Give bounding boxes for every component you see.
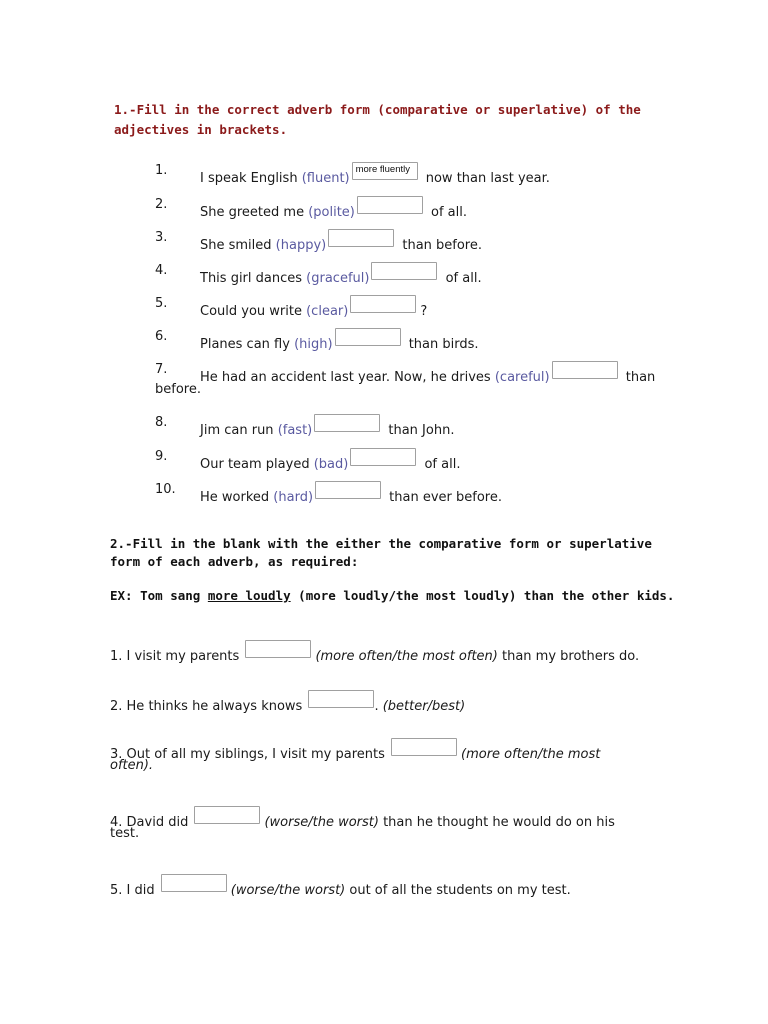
answer-field[interactable] <box>552 361 618 379</box>
item-adjective: (hard) <box>273 490 314 505</box>
item-adjective: (careful) <box>494 370 550 385</box>
item-options: (worse/the worst) <box>264 815 379 830</box>
item-number: 6. <box>155 329 168 344</box>
item-text: I speak English <box>200 171 302 186</box>
list-item <box>110 738 600 764</box>
answer-field[interactable] <box>308 690 374 708</box>
item-sentence <box>200 361 655 387</box>
answer-field[interactable]: more fluently <box>352 162 418 180</box>
item-text-post: than birds. <box>404 337 479 352</box>
item-text-post: now than last year. <box>421 171 550 186</box>
item-number: 2. <box>155 197 168 212</box>
answer-field[interactable] <box>245 640 311 658</box>
item-text-post: than my brothers do. <box>497 649 640 664</box>
answer-field[interactable] <box>314 414 380 432</box>
item-text-post: than <box>621 370 656 385</box>
item-number: 4. <box>155 263 168 278</box>
item-sentence <box>200 162 550 188</box>
item-text: Could you write <box>200 304 307 319</box>
item-options: (more often/the most often) <box>315 649 498 664</box>
item-text: He worked <box>200 490 274 505</box>
item-text: 3. Out of all my siblings, I visit my parents <box>110 747 389 762</box>
answer-field[interactable] <box>371 262 437 280</box>
section2-heading-line2: form of each adverb, as required: <box>110 554 359 569</box>
item-number: 1. <box>155 163 168 178</box>
item-sentence <box>200 328 479 354</box>
item-text: She smiled <box>200 238 276 253</box>
example-line <box>110 587 674 605</box>
item-text: This girl dances <box>200 271 307 286</box>
list-item <box>110 806 615 832</box>
section2-heading <box>110 535 652 571</box>
item-text: 1. I visit my parents <box>110 649 244 664</box>
item-text: Planes can fly <box>200 337 295 352</box>
item-continuation: before. <box>155 382 201 397</box>
list-item <box>110 874 571 900</box>
item-text-post: than John. <box>384 423 455 438</box>
list-item <box>110 640 639 666</box>
section1-heading-line2: adjectives in brackets. <box>114 122 288 137</box>
item-number: 5. <box>155 296 168 311</box>
item-options: (worse/the worst) <box>230 883 346 898</box>
item-number: 10. <box>155 482 176 497</box>
item-adjective: (polite) <box>308 205 355 220</box>
item-sentence <box>200 481 502 507</box>
answer-field[interactable] <box>161 874 227 892</box>
item-text: She greeted me <box>200 205 309 220</box>
example-text: EX: Tom sang <box>110 588 208 603</box>
item-text: 4. David did <box>110 815 193 830</box>
section1-heading <box>114 100 641 140</box>
example-answer: more loudly <box>207 588 291 603</box>
item-continuation: often). <box>110 758 154 773</box>
item-text: 2. He thinks he always knows <box>110 699 307 714</box>
item-text: Jim can run <box>200 423 278 438</box>
section1-heading-line1: 1.-Fill in the correct adverb form (comparative or superlative) of the <box>114 102 641 117</box>
item-adjective: (bad) <box>313 457 349 472</box>
answer-field[interactable] <box>315 481 381 499</box>
item-text-post: out of all the students on my test. <box>345 883 571 898</box>
item-text-post: than before. <box>398 238 482 253</box>
item-sentence <box>200 448 460 474</box>
answer-field[interactable] <box>335 328 401 346</box>
item-text: 5. I did <box>110 883 159 898</box>
item-text-post: than he thought he would do on his <box>378 815 615 830</box>
answer-field[interactable] <box>391 738 457 756</box>
item-options: (better/best) <box>382 699 466 714</box>
item-number: 9. <box>155 449 168 464</box>
item-text: Our team played <box>200 457 314 472</box>
section2-heading-line1: 2.-Fill in the blank with the either the comparative form or superlative <box>110 536 652 551</box>
item-number: 7. <box>155 362 168 377</box>
item-number: 8. <box>155 415 168 430</box>
item-text-post: than ever before. <box>385 490 502 505</box>
answer-field[interactable] <box>357 196 423 214</box>
item-options: (more often/the most <box>461 747 601 762</box>
answer-field[interactable] <box>328 229 394 247</box>
example-text-post: (more loudly/the most loudly) than the other kids. <box>290 588 675 603</box>
item-number: 3. <box>155 230 168 245</box>
item-sentence <box>200 262 482 288</box>
item-adjective: (graceful) <box>306 271 370 286</box>
answer-field[interactable] <box>350 448 416 466</box>
item-sentence <box>200 295 427 321</box>
item-text-post: . <box>374 699 383 714</box>
item-sentence <box>200 196 467 222</box>
item-adjective: (high) <box>294 337 333 352</box>
item-text: He had an accident last year. Now, he drives <box>200 370 495 385</box>
item-sentence <box>200 229 482 255</box>
item-text-post: of all. <box>426 205 467 220</box>
item-adjective: (fluent) <box>301 171 350 186</box>
item-continuation: test. <box>110 826 140 841</box>
item-text-post: of all. <box>441 271 482 286</box>
item-adjective: (clear) <box>306 304 349 319</box>
answer-field[interactable] <box>350 295 416 313</box>
answer-field[interactable] <box>194 806 260 824</box>
item-text-post: of all. <box>420 457 461 472</box>
item-adjective: (fast) <box>277 423 313 438</box>
item-sentence <box>200 414 454 440</box>
item-text-post: ? <box>420 304 428 319</box>
list-item <box>110 690 465 716</box>
item-adjective: (happy) <box>275 238 327 253</box>
